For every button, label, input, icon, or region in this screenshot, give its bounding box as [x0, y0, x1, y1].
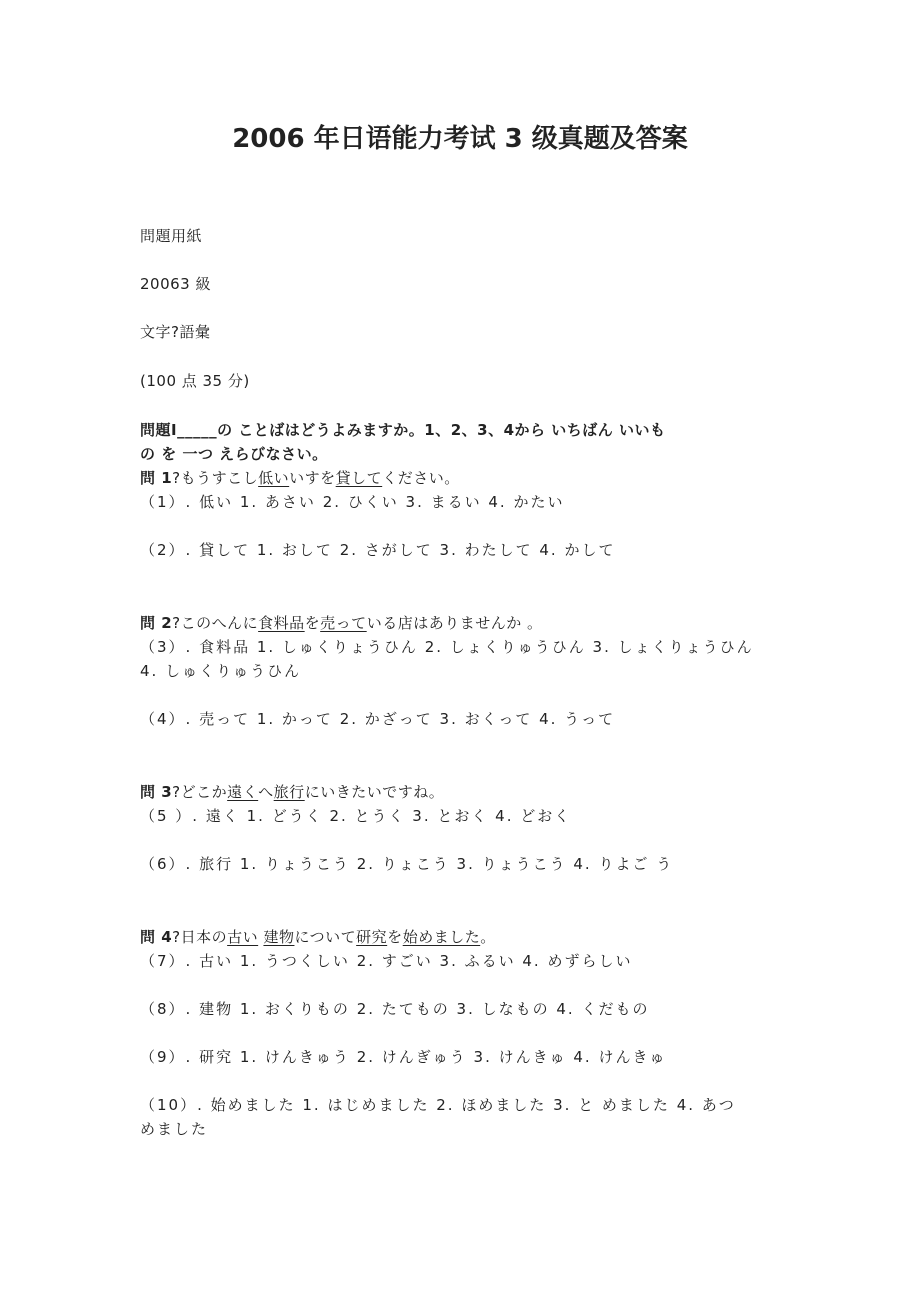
question-label: 問 3 [140, 783, 173, 801]
option-line-2: （2）. 貸して 1. おして 2. さがして 3. わたして 4. かして [140, 541, 616, 559]
sentence-text: 。 [480, 928, 496, 946]
sentence-text: について [294, 928, 357, 946]
sentence-text: いすを [289, 469, 336, 487]
level-label: 20063 級 [140, 275, 211, 293]
option-line-5: （5 ）. 遠く 1. どうく 2. とうく 3. とおく 4. どおく [140, 807, 572, 825]
underlined-word: 旅行 [273, 783, 305, 801]
option-line-10: （10）. 始めました 1. はじめました 2. ほめました 3. と めました 4. あつ [140, 1096, 736, 1114]
sentence-text: にいきたいですね。 [304, 783, 445, 801]
question-4 [140, 925, 800, 949]
question-label: 問 1 [140, 469, 173, 487]
question-label: 問 2 [140, 614, 173, 632]
underlined-word: 建物 [263, 928, 295, 946]
question-2 [140, 611, 800, 635]
option-line-1: （1）. 低い 1. あさい 2. ひくい 3. まるい 4. かたい [140, 493, 565, 511]
option-line-6: （6）. 旅行 1. りょうこう 2. りょこう 3. りょうこう 4. りよご う [140, 855, 674, 873]
sentence-text: ?このへんに [172, 614, 259, 632]
underlined-word: 貸して [335, 469, 383, 487]
sentence-text: ?どこか [172, 783, 228, 801]
underlined-word: 食料品 [258, 614, 305, 632]
document-title: 2006 年日语能力考试 3 级真题及答案 [232, 124, 688, 154]
option-line-9: （9）. 研究 1. けんきゅう 2. けんぎゅう 3. けんきゅ 4. けんきゅ [140, 1048, 667, 1066]
question-3 [140, 780, 800, 804]
underlined-word: 低い [258, 469, 290, 487]
sentence-text: ?もうすこし [172, 469, 259, 487]
sentence-text: を [387, 928, 403, 946]
option-line-4: （4）. 売って 1. かって 2. かざって 3. おくって 4. うって [140, 710, 616, 728]
sentence-text: ください。 [382, 469, 460, 487]
option-line-10-cont: めました [140, 1120, 209, 1138]
underlined-word: 古い [227, 928, 259, 946]
option-line-3-cont: 4. しゅくりゅうひん [140, 662, 302, 680]
option-line-3: （3）. 食料品 1. しゅくりょうひん 2. しょくりゅうひん 3. しょくりょうひん [140, 638, 754, 656]
option-line-8: （8）. 建物 1. おくりもの 2. たてもの 3. しなもの 4. くだもの [140, 1000, 650, 1018]
section-label: 文字?語彙 [140, 323, 211, 341]
question-label: 問 4 [140, 928, 173, 946]
paper-label: 問題用紙 [140, 227, 203, 245]
sentence-text: いる店はありませんか 。 [366, 614, 543, 632]
underlined-word: 始めました [402, 928, 481, 946]
score-time-label: (100 点 35 分) [140, 372, 250, 390]
question-1 [140, 466, 800, 490]
sentence-text: を [304, 614, 321, 632]
option-line-7: （7）. 古い 1. うつくしい 2. すごい 3. ふるい 4. めずらしい [140, 952, 633, 970]
sentence-text: ?日本の [172, 928, 228, 946]
underlined-word: 売って [320, 614, 367, 632]
sentence-text: へ [258, 783, 274, 801]
underlined-word: 遠く [227, 783, 259, 801]
instruction-line-1: 問題Ⅰ_____の ことばはどうよみますか。1、2、3、4から いちばん いいも [140, 421, 666, 439]
underlined-word: 研究 [356, 928, 388, 946]
instruction-line-2: の を 一つ えらびなさい。 [140, 445, 328, 463]
